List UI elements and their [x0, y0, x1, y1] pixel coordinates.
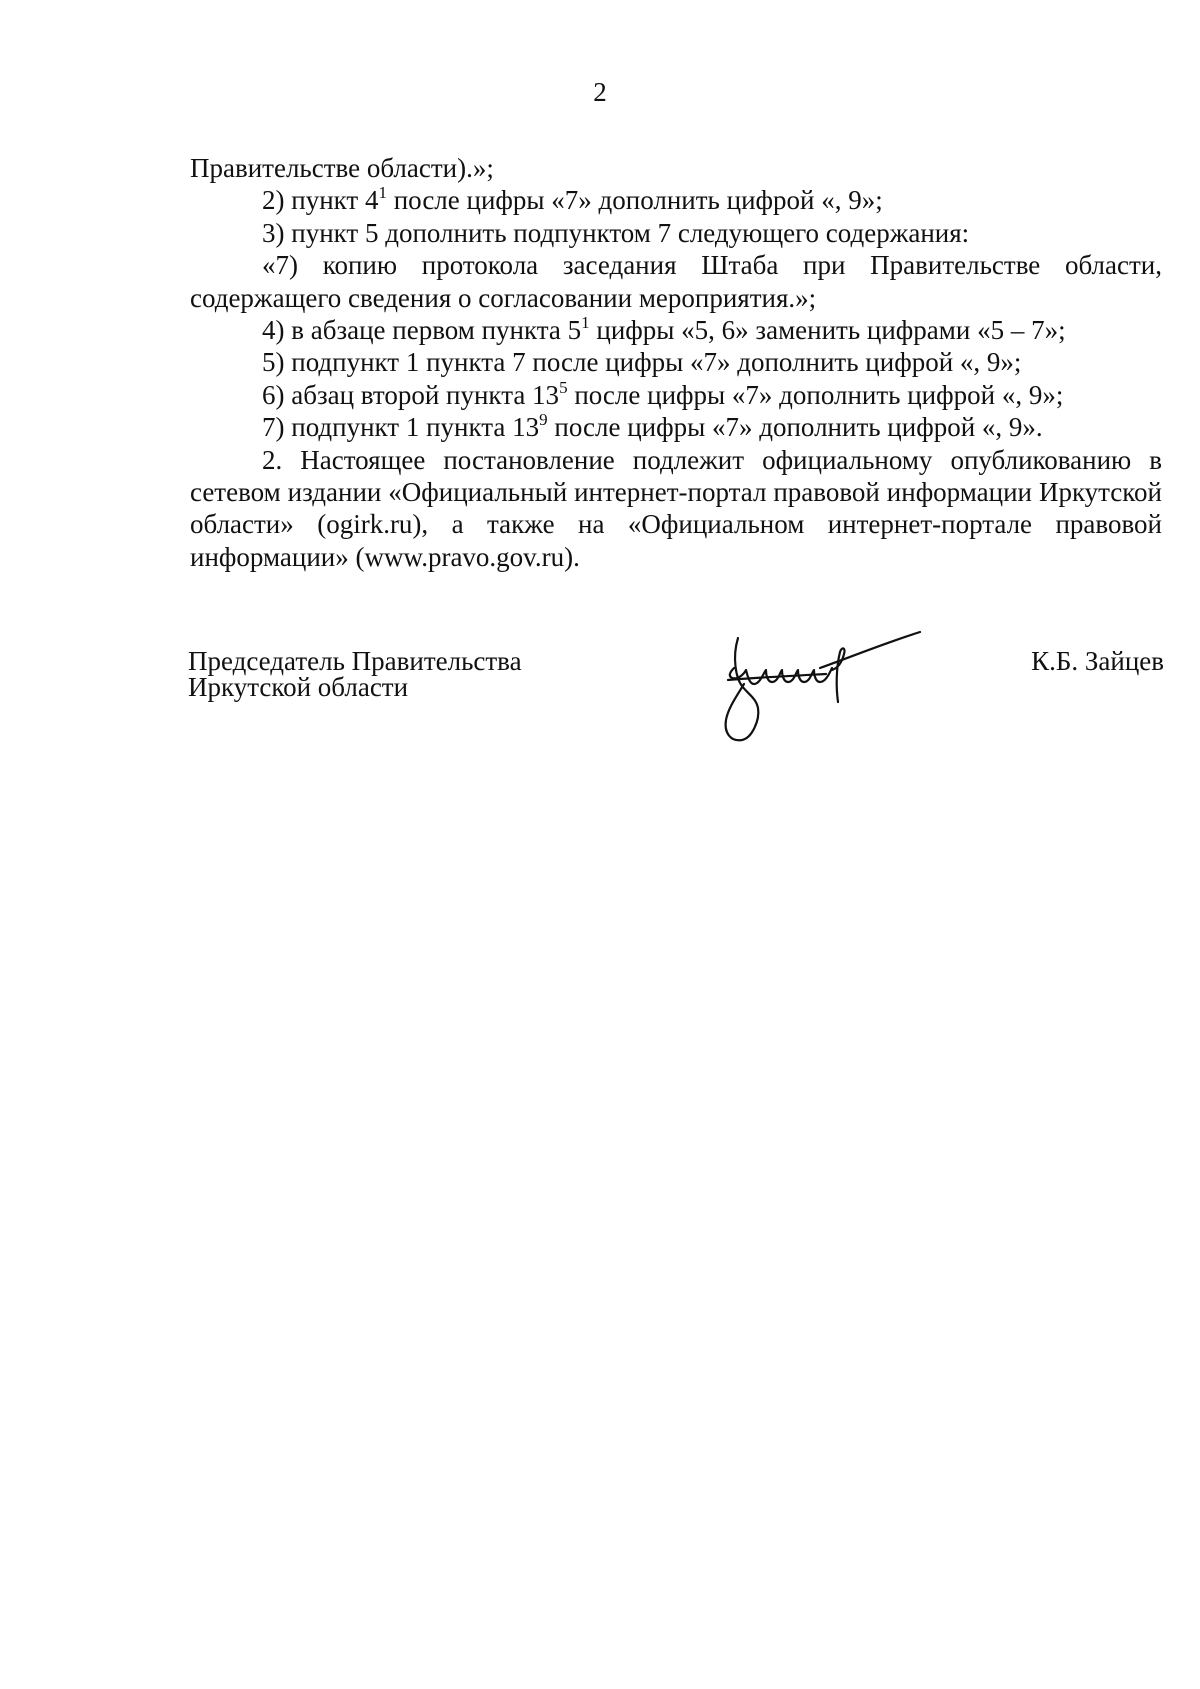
paragraph-item-3: 3) пункт 5 дополнить подпунктом 7 следующего содержания:	[262, 217, 970, 248]
document-body	[190, 152, 1162, 573]
paragraph-text: 6) абзац второй пункта 13	[262, 379, 560, 410]
paragraph-text: 7) подпункт 1 пункта 13	[262, 412, 540, 443]
paragraph-text: 2) пункт 4	[262, 185, 379, 216]
paragraph-text: 4) в абзаце первом пункта 5	[262, 315, 582, 346]
superscript: 5	[559, 377, 568, 397]
signer-title	[188, 648, 522, 700]
paragraph-item-3-subpoint-7: «7) копию протокола заседания Штаба при Правительстве области, содержащего сведения о согласовании мероприятия.»;	[190, 250, 1162, 313]
handwritten-signature	[708, 628, 948, 753]
paragraph-item-4	[190, 314, 1162, 346]
signer-title-line: Иркутской области	[188, 672, 409, 702]
superscript: 1	[581, 313, 590, 333]
superscript: 9	[539, 410, 548, 430]
paragraph-text: после цифры «7» дополнить цифрой «, 9».	[547, 412, 1043, 443]
paragraph-text: после цифры «7» дополнить цифрой «, 9»;	[386, 185, 883, 216]
paragraph-item-7	[190, 411, 1162, 443]
page-number: 2	[593, 77, 607, 107]
signature-block	[188, 648, 1164, 778]
signer-name: К.Б. Зайцев	[1031, 646, 1164, 676]
paragraph-continuation: Правительстве области).»;	[190, 153, 494, 183]
paragraph-item-2	[190, 184, 1162, 216]
signer-title-line: Председатель Правительства	[188, 646, 522, 676]
paragraph-item-6	[190, 379, 1162, 411]
superscript: 1	[378, 183, 387, 203]
paragraph-text: после цифры «7» дополнить цифрой «, 9»;	[567, 379, 1064, 410]
paragraph-text: цифры «5, 6» заменить цифрами «5 – 7»;	[589, 315, 1066, 346]
paragraph-publication: 2. Настоящее постановление подлежит официальному опубликованию в сетевом издании «Официальный интернет-портал правовой информации Иркутской области» (ogirk.ru), а также на «Официальном интернет-портале правовой информации» (www.pravo.gov.ru).	[190, 444, 1162, 572]
paragraph-item-5: 5) подпункт 1 пункта 7 после цифры «7» дополнить цифрой «, 9»;	[262, 347, 1022, 378]
